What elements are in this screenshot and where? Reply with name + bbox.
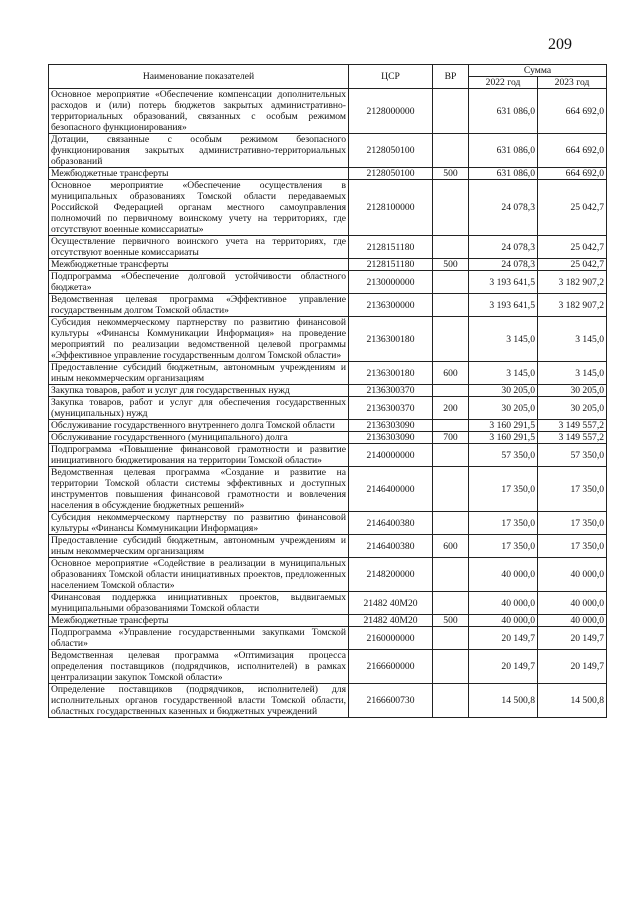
row-2022-cell: 3 145,0 (469, 317, 538, 362)
row-code-cell: 2136303090 (349, 432, 433, 444)
row-2023-cell: 3 182 907,2 (538, 294, 607, 317)
row-2022-cell: 3 145,0 (469, 362, 538, 385)
row-name-cell: Предоставление субсидий бюджетным, автономным учреждениям и иным некоммерческим организациям (49, 535, 349, 558)
header-year-2023: 2023 год (538, 77, 607, 89)
row-2022-cell: 17 350,0 (469, 467, 538, 512)
header-vr: ВР (433, 65, 469, 89)
row-2022-cell: 30 205,0 (469, 397, 538, 420)
row-name-cell: Обслуживание государственного (муниципального) долга (49, 432, 349, 444)
row-code-cell: 2136300180 (349, 362, 433, 385)
row-2023-cell: 20 149,7 (538, 650, 607, 684)
row-name-cell: Межбюджетные трансферты (49, 168, 349, 180)
row-name-cell: Закупка товаров, работ и услуг для обеспечения государственных (муниципальных) нужд (49, 397, 349, 420)
row-2023-cell: 30 205,0 (538, 385, 607, 397)
row-vr-cell: 600 (433, 535, 469, 558)
row-2022-cell: 30 205,0 (469, 385, 538, 397)
row-2023-cell: 30 205,0 (538, 397, 607, 420)
row-vr-cell (433, 236, 469, 259)
row-2023-cell: 3 149 557,2 (538, 420, 607, 432)
row-vr-cell (433, 420, 469, 432)
row-code-cell: 2146400000 (349, 467, 433, 512)
row-code-cell: 2146400380 (349, 535, 433, 558)
row-code-cell: 2130000000 (349, 271, 433, 294)
row-2022-cell: 3 160 291,5 (469, 432, 538, 444)
row-2023-cell: 25 042,7 (538, 259, 607, 271)
table-row (49, 432, 607, 444)
table-row (49, 420, 607, 432)
row-vr-cell (433, 592, 469, 615)
row-code-cell: 2136300180 (349, 317, 433, 362)
row-2023-cell: 3 145,0 (538, 362, 607, 385)
table-row (49, 294, 607, 317)
row-vr-cell (433, 385, 469, 397)
row-2023-cell: 25 042,7 (538, 180, 607, 236)
row-code-cell: 2136303090 (349, 420, 433, 432)
row-2023-cell: 40 000,0 (538, 558, 607, 592)
row-code-cell: 21482 40М20 (349, 615, 433, 627)
row-2023-cell: 664 692,0 (538, 89, 607, 134)
row-code-cell: 2146400380 (349, 512, 433, 535)
row-2022-cell: 14 500,8 (469, 684, 538, 718)
row-2022-cell: 17 350,0 (469, 512, 538, 535)
row-name-cell: Подпрограмма «Обеспечение долговой устойчивости областного бюджета» (49, 271, 349, 294)
header-code: ЦСР (349, 65, 433, 89)
row-2023-cell: 664 692,0 (538, 168, 607, 180)
row-name-cell: Обслуживание государственного внутреннего долга Томской области (49, 420, 349, 432)
row-code-cell: 2128050100 (349, 134, 433, 168)
row-name-cell: Осуществление первичного воинского учета на территориях, где отсутствуют военные комиссариаты (49, 236, 349, 259)
row-2022-cell: 40 000,0 (469, 592, 538, 615)
page-number: 209 (548, 36, 572, 53)
row-2022-cell: 631 086,0 (469, 168, 538, 180)
row-vr-cell: 500 (433, 168, 469, 180)
row-2022-cell: 20 149,7 (469, 627, 538, 650)
row-name-cell: Финансовая поддержка инициативных проектов, выдвигаемых муниципальными образованиями Томской области (49, 592, 349, 615)
row-code-cell: 21482 40М20 (349, 592, 433, 615)
row-name-cell: Межбюджетные трансферты (49, 615, 349, 627)
row-code-cell: 2128050100 (349, 168, 433, 180)
row-vr-cell (433, 271, 469, 294)
table-row (49, 444, 607, 467)
row-2022-cell: 40 000,0 (469, 558, 538, 592)
row-name-cell: Подпрограмма «Повышение финансовой грамотности и развитие инициативного бюджетирования на территории Томской области» (49, 444, 349, 467)
row-2023-cell: 17 350,0 (538, 512, 607, 535)
row-name-cell: Субсидия некоммерческому партнерству по развитию финансовой культуры «Финансы Коммуникации Информация» (49, 512, 349, 535)
row-2022-cell: 3 193 641,5 (469, 271, 538, 294)
row-code-cell: 2128151180 (349, 259, 433, 271)
row-vr-cell: 200 (433, 397, 469, 420)
header-sum: Сумма (469, 65, 607, 77)
row-2022-cell: 631 086,0 (469, 134, 538, 168)
row-name-cell: Ведомственная целевая программа «Эффективное управление государственным долгом Томской области» (49, 294, 349, 317)
row-2023-cell: 17 350,0 (538, 467, 607, 512)
row-2022-cell: 24 078,3 (469, 180, 538, 236)
row-2023-cell: 664 692,0 (538, 134, 607, 168)
table-row (49, 650, 607, 684)
row-code-cell: 2128000000 (349, 89, 433, 134)
row-2023-cell: 3 182 907,2 (538, 271, 607, 294)
row-vr-cell (433, 512, 469, 535)
row-name-cell: Подпрограмма «Управление государственными закупками Томской области» (49, 627, 349, 650)
row-code-cell: 2140000000 (349, 444, 433, 467)
row-vr-cell: 500 (433, 615, 469, 627)
row-2023-cell: 20 149,7 (538, 627, 607, 650)
table-row (49, 168, 607, 180)
row-name-cell: Закупка товаров, работ и услуг для государственных нужд (49, 385, 349, 397)
row-2022-cell: 3 193 641,5 (469, 294, 538, 317)
row-2022-cell: 57 350,0 (469, 444, 538, 467)
row-2022-cell: 24 078,3 (469, 259, 538, 271)
row-2023-cell: 40 000,0 (538, 592, 607, 615)
row-vr-cell (433, 89, 469, 134)
row-code-cell: 2148200000 (349, 558, 433, 592)
budget-table (48, 64, 607, 718)
row-2022-cell: 17 350,0 (469, 535, 538, 558)
row-2023-cell: 57 350,0 (538, 444, 607, 467)
row-vr-cell (433, 684, 469, 718)
row-2022-cell: 631 086,0 (469, 89, 538, 134)
row-code-cell: 2166600000 (349, 650, 433, 684)
row-2022-cell: 24 078,3 (469, 236, 538, 259)
row-2023-cell: 3 149 557,2 (538, 432, 607, 444)
row-name-cell: Определение поставщиков (подрядчиков, исполнителей) для исполнительных органов государственной власти Томской области, областных государственных казенных и бюджетных учреждений (49, 684, 349, 718)
row-name-cell: Дотации, связанные с особым режимом безопасного функционирования закрытых административно-территориальных образований (49, 134, 349, 168)
header-name: Наименование показателей (49, 65, 349, 89)
row-vr-cell (433, 180, 469, 236)
row-name-cell: Субсидия некоммерческому партнерству по развитию финансовой культуры «Финансы Коммуникации Информация» на проведение мероприятий по реализации ведомственной целевой программы «Эффективное управление государственным долгом Томской области» (49, 317, 349, 362)
row-vr-cell (433, 650, 469, 684)
row-2023-cell: 17 350,0 (538, 535, 607, 558)
row-code-cell: 2160000000 (349, 627, 433, 650)
table-row (49, 512, 607, 535)
row-vr-cell (433, 467, 469, 512)
row-name-cell: Основное мероприятие «Обеспечение компенсации дополнительных расходов и (или) потерь бюджетов закрытых административно-территориальных образований, связанных с особым режимом безопасного функционирования» (49, 89, 349, 134)
row-code-cell: 2136300000 (349, 294, 433, 317)
row-name-cell: Основное мероприятие «Содействие в реализации в муниципальных образованиях Томской области инициативных проектов, предложенных населением Томской области» (49, 558, 349, 592)
table-row (49, 259, 607, 271)
row-name-cell: Межбюджетные трансферты (49, 259, 349, 271)
table-row (49, 385, 607, 397)
row-name-cell: Основное мероприятие «Обеспечение осуществления в муниципальных образованиях Томской области передаваемых Российской Федерацией органам местного самоуправления полномочий по первичному воинскому учету на территориях, где отсутствуют военные комиссариаты» (49, 180, 349, 236)
row-vr-cell (433, 317, 469, 362)
row-name-cell: Предоставление субсидий бюджетным, автономным учреждениям и иным некоммерческим организациям (49, 362, 349, 385)
row-2022-cell: 40 000,0 (469, 615, 538, 627)
table-row (49, 615, 607, 627)
row-vr-cell: 700 (433, 432, 469, 444)
row-2023-cell: 3 145,0 (538, 317, 607, 362)
row-vr-cell (433, 558, 469, 592)
table-row (49, 236, 607, 259)
row-vr-cell (433, 134, 469, 168)
row-code-cell: 2128100000 (349, 180, 433, 236)
row-code-cell: 2128151180 (349, 236, 433, 259)
table-row (49, 467, 607, 512)
row-vr-cell (433, 294, 469, 317)
row-name-cell: Ведомственная целевая программа «Оптимизация процесса определения поставщиков (подрядчиков, исполнителей) в рамках централизации закупок Томской области» (49, 650, 349, 684)
row-vr-cell (433, 444, 469, 467)
table-row (49, 89, 607, 134)
row-vr-cell (433, 627, 469, 650)
row-2023-cell: 40 000,0 (538, 615, 607, 627)
table-row (49, 134, 607, 168)
row-code-cell: 2136300370 (349, 385, 433, 397)
table-row (49, 684, 607, 718)
table-row (49, 362, 607, 385)
table-row (49, 397, 607, 420)
row-name-cell: Ведомственная целевая программа «Создание и развитие на территории Томской области системы эффективных и доступных инструментов повышения финансовой грамотности и вовлечения населения в обсуждение бюджетных решений» (49, 467, 349, 512)
row-vr-cell: 600 (433, 362, 469, 385)
table-row (49, 535, 607, 558)
table-row (49, 317, 607, 362)
row-2023-cell: 14 500,8 (538, 684, 607, 718)
table-row (49, 558, 607, 592)
row-code-cell: 2136300370 (349, 397, 433, 420)
table-row (49, 271, 607, 294)
row-2022-cell: 3 160 291,5 (469, 420, 538, 432)
header-year-2022: 2022 год (469, 77, 538, 89)
table-row (49, 180, 607, 236)
table-row (49, 627, 607, 650)
row-vr-cell: 500 (433, 259, 469, 271)
row-2023-cell: 25 042,7 (538, 236, 607, 259)
row-2022-cell: 20 149,7 (469, 650, 538, 684)
row-code-cell: 2166600730 (349, 684, 433, 718)
table-row (49, 592, 607, 615)
